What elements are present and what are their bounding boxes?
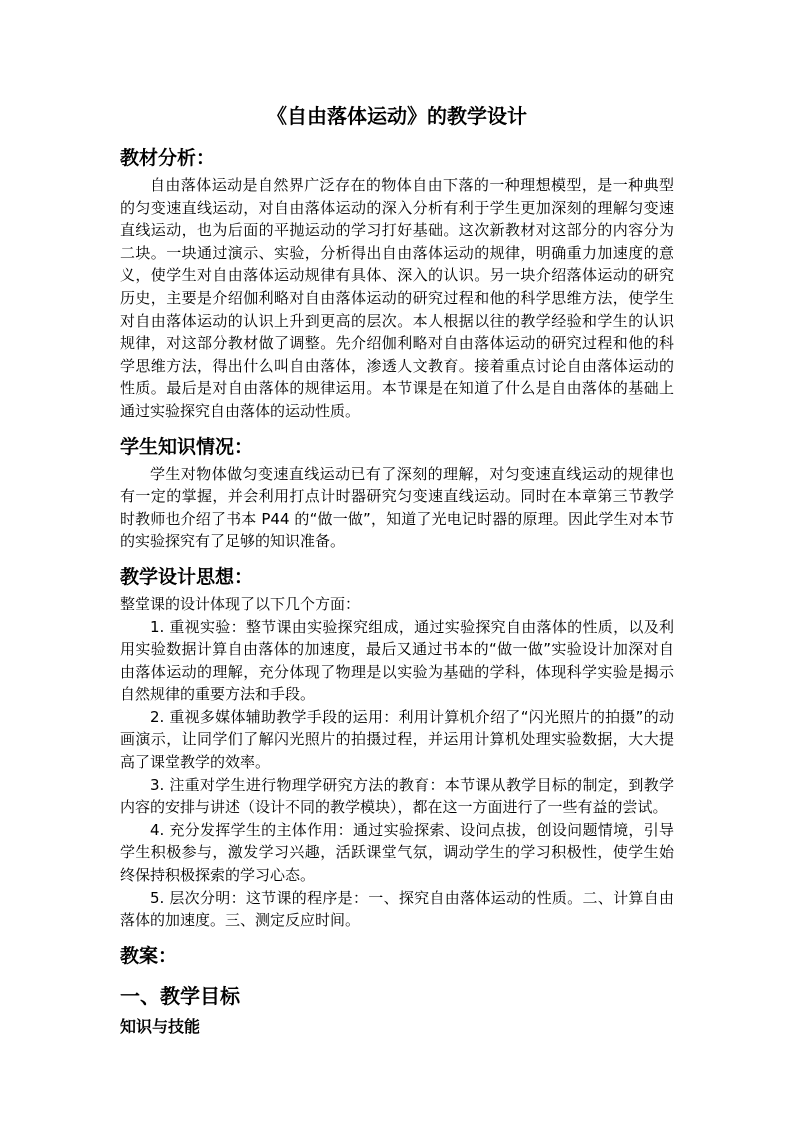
list-item: 5. 层次分明：这节课的程序是：一、探究自由落体运动的性质。二、计算自由落体的加速度。三、测定反应时间。: [120, 888, 674, 930]
document-title: 《自由落体运动》的教学设计: [267, 104, 527, 128]
list-item: 4. 充分发挥学生的主体作用：通过实验探索、设问点拔，创设问题情境，引导学生积极参与，激发学习兴趣，活跃课堂气氛，调动学生的学习积极性，使学生始终保持积极探索的学习心态。: [120, 820, 674, 885]
list-item: 2. 重视多媒体辅助教学手段的运用：利用计算机介绍了“闪光照片的拍摄”的动画演示，让同学们了解闪光照片的拍摄过程，并运用计算机处理实验数据，大大提高了课堂教学的效率。: [120, 707, 674, 772]
section-paragraph: 学生对物体做匀变速直线运动已有了深刻的理解，对匀变速直线运动的规律也有一定的掌握，并会利用打点计时器研究匀变速直线运动。同时在本章第三节教学时教师也介绍了书本 P44 的“做一做”，知道了光电记时器的原理。因此学生对本节的实验探究有了足够的知识准备。: [120, 464, 674, 551]
subsubsection-heading: 知识与技能: [120, 1016, 201, 1036]
section-heading: 教材分析：: [120, 147, 216, 169]
section-textbook-analysis: [120, 142, 674, 423]
section-paragraph: 自由落体运动是自然界广泛存在的物体自由下落的一种理想模型，是一种典型的匀变速直线运动，对自由落体运动的深入分析有利于学生更加深刻的理解匀变速直线运动，也为后面的平抛运动的学习打好基础。这次新教材对这部分的内容分为二块。一块通过演示、实验，分析得出自由落体运动的规律，明确重力加速度的意义，使学生对自由落体运动规律有具体、深入的认识。另一块介绍落体运动的研究历史，主要是介绍伽利略对自由落体运动的研究过程和他的科学思维方法，使学生对自由落体运动的认识上升到更高的层次。本人根据以往的教学经验和学生的认识规律，对这部分教材做了调整。先介绍伽利略对自由落体运动的研究过程和他的科学思维方法，得出什么叫自由落体，渗透人文教育。接着重点讨论自由落体运动的性质。最后是对自由落体的规律运用。本节课是在知道了什么是自由落体的基础上通过实验探究自由落体的运动性质。: [120, 176, 674, 420]
document-page: [120, 96, 674, 1040]
subsection-heading: 一、教学目标: [120, 983, 240, 1008]
section-heading: 教案：: [120, 944, 178, 967]
section-heading: 学生知识情况：: [120, 435, 254, 458]
list-item: 1. 重视实验：整节课由实验探究组成，通过实验探究自由落体的性质，以及利用实验数据计算自由落体的加速度，最后又通过书本的“做一做”实验设计加深对自由落体运动的理解，充分体现了物理是以实验为基础的学科，体现科学实验是揭示自然规律的重要方法和手段。: [120, 617, 674, 704]
list-item: 3. 注重对学生进行物理学研究方法的教育：本节课从教学目标的制定，到教学内容的安排与讲述（设计不同的教学模块），都在这一方面进行了一些有益的尝试。: [120, 775, 674, 817]
section-intro: 整堂课的设计体现了以下几个方面：: [120, 594, 361, 613]
section-student-knowledge: [120, 431, 674, 553]
section-heading: 教学设计思想：: [120, 565, 254, 588]
section-lesson-plan: [120, 940, 674, 1040]
section-design-idea: [120, 561, 674, 932]
